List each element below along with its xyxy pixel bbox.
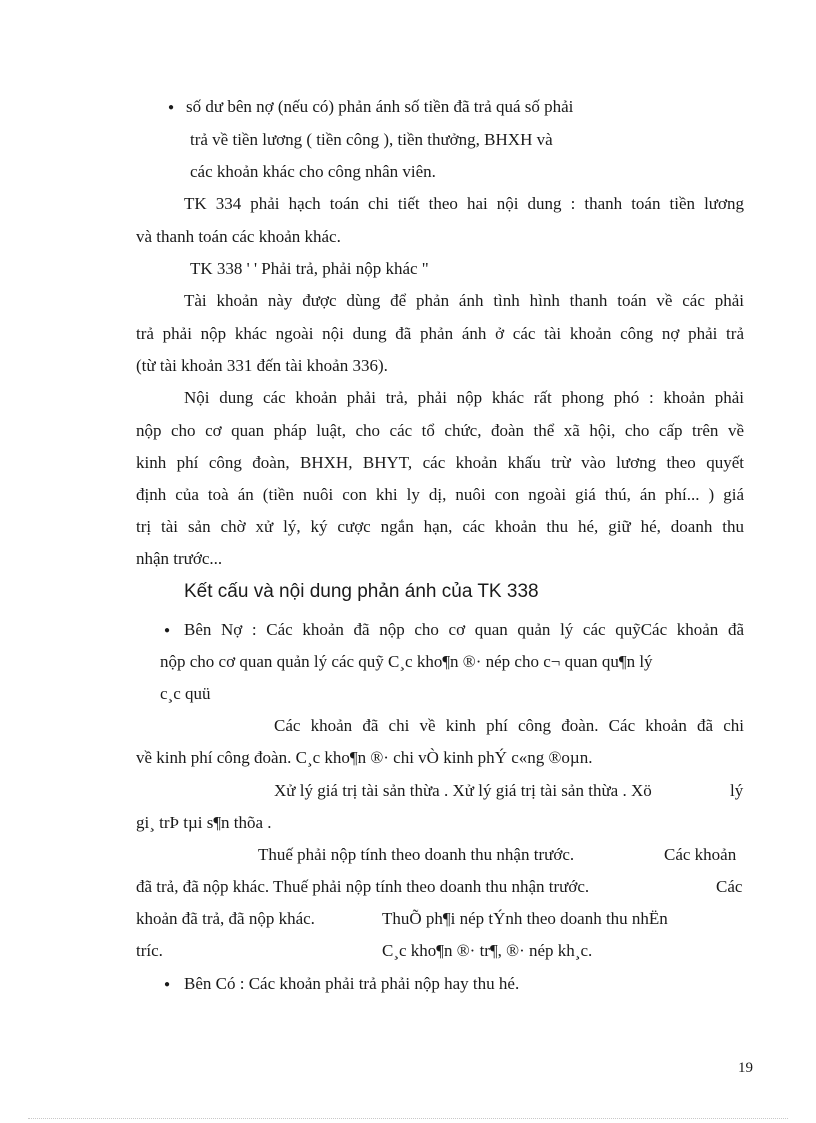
- text-line: kinh phí công đoàn, BHXH, BHYT, các khoản khấu trừ vào lương theo quyết: [136, 453, 744, 472]
- text-line: số dư bên nợ (nếu có) phản ánh số tiền đã trả quá số phải: [186, 97, 574, 116]
- text-line: Bên Có : Các khoản phải trả phải nộp hay thu hé.: [184, 974, 520, 993]
- section-title-tk338: TK 338 ' ' Phải trả, phải nộp khác ": [190, 259, 429, 278]
- text-line: tríc.: [136, 941, 163, 960]
- bullet-icon: ●: [164, 979, 171, 990]
- text-line: khoản đã trả, đã nộp khác.: [136, 909, 315, 928]
- page-number: 19: [738, 1060, 753, 1076]
- text-line: c¸c quü: [160, 684, 211, 703]
- text-line: Bên Nợ : Các khoản đã nộp cho cơ quan quản lý các quỹCác khoản đã: [184, 620, 744, 639]
- text-line: ThuÕ ph¶i nép tÝnh theo doanh thu nhËn: [382, 909, 668, 928]
- text-line: trị tài sản chờ xử lý, ký cược ngắn hạn, các khoản thu hé, giữ hé, doanh thu: [136, 517, 744, 536]
- text-line: trả về tiền lương ( tiền công ), tiền thưởng, BHXH và: [190, 130, 553, 149]
- text-line: Thuế phải nộp tính theo doanh thu nhận trước.: [258, 845, 575, 864]
- text-line: đã trả, đã nộp khác. Thuế phải nộp tính theo doanh thu nhận trước.: [136, 877, 590, 896]
- text-line: và thanh toán các khoản khác.: [136, 227, 341, 246]
- text-line: Các khoản đã chi về kinh phí công đoàn. Các khoản đã chi: [274, 716, 744, 735]
- text-line: Nội dung các khoản phải trả, phải nộp khác rất phong phó : khoản phải: [184, 388, 744, 407]
- text-line: nộp cho cơ quan pháp luật, cho các tổ chức, đoàn thể xã hội, cho cấp trên về: [136, 421, 744, 440]
- bullet-icon: ●: [164, 625, 171, 636]
- text-line: Các khoản: [664, 845, 737, 864]
- text-line: Tài khoản này được dùng để phản ánh tình hình thanh toán về các phải: [184, 291, 744, 310]
- text-line: Các: [716, 877, 743, 896]
- text-line: nhận trước...: [136, 549, 223, 568]
- text-line: nộp cho cơ quan quản lý các quỹ C¸c kho¶n ®· nép cho c¬ quan qu¶n lý: [160, 652, 653, 671]
- section-heading: Kết cấu và nội dung phản ánh của TK 338: [184, 581, 539, 602]
- text-line: TK 334 phải hạch toán chi tiết theo hai nội dung : thanh toán tiền lương: [184, 194, 744, 213]
- bullet-icon: ●: [168, 102, 175, 113]
- text-line: Xử lý giá trị tài sản thừa . Xử lý giá trị tài sản thừa . Xö: [274, 781, 652, 800]
- footer-divider: [28, 1118, 788, 1119]
- text-line: định của toà án (tiền nuôi con khi ly dị, nuôi con ngoài giá thú, án phí... ) giá: [136, 485, 744, 504]
- text-line: các khoản khác cho công nhân viên.: [190, 162, 436, 181]
- text-line: trả phải nộp khác ngoài nội dung đã phản ánh ở các tài khoản công nợ phải trả: [136, 324, 744, 343]
- text-line: về kinh phí công đoàn. C¸c kho¶n ®· chi vÒ kinh phÝ c«ng ®oµn.: [136, 748, 593, 767]
- text-line: (từ tài khoản 331 đến tài khoản 336).: [136, 356, 388, 375]
- text-line: lý: [730, 781, 744, 800]
- text-line: C¸c kho¶n ®· tr¶, ®· nép kh¸c.: [382, 941, 593, 960]
- text-line: gi¸ trÞ tµi s¶n thõa .: [136, 813, 272, 832]
